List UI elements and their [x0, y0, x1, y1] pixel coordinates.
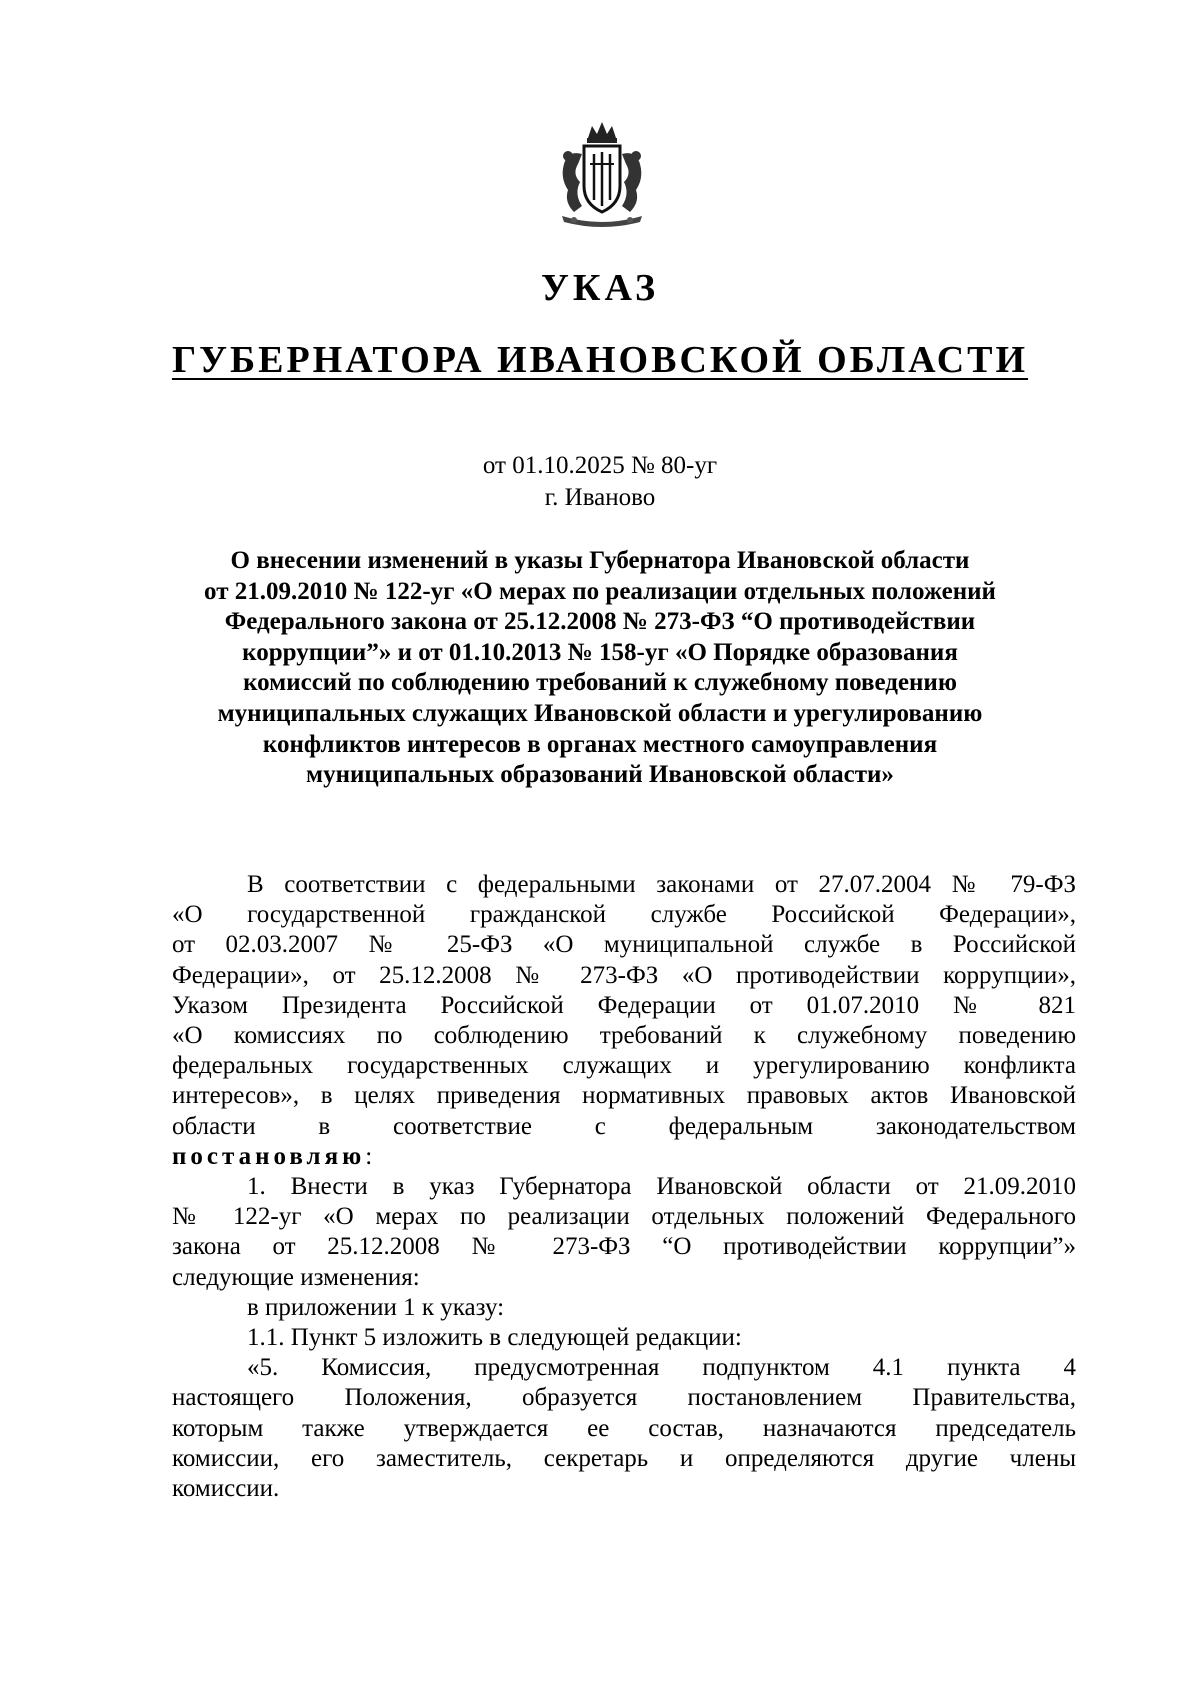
preamble-line: интересов», в целях приведения нормативных правовых актов Ивановской	[172, 1082, 1076, 1110]
document-subject	[170, 546, 1030, 791]
subject-line: от 21.09.2010 № 122-уг «О мерах по реализации отдельных положений	[204, 577, 996, 605]
item-1-line: № 122-уг «О мерах по реализации отдельных положений Федерального	[172, 1203, 1076, 1231]
item-5-line: «5. Комиссия, предусмотренная подпунктом 4.1 пункта 4	[247, 1354, 1076, 1382]
item-5-line: которым также утверждается ее состав, назначаются председатель	[172, 1414, 1076, 1442]
preamble-line: «О комиссиях по соблюдению требований к служебному поведению	[172, 1022, 1076, 1050]
date-number: от 01.10.2025 № 80-уг	[482, 452, 718, 479]
decree-colon: :	[365, 1142, 373, 1170]
preamble-line: В соответствии с федеральными законами от 27.07.2004 № 79-ФЗ	[247, 871, 1076, 898]
item-5-line: комиссии.	[172, 1475, 280, 1503]
preamble-line: от 02.03.2007 № 25-ФЗ «О муниципальной службе в Российской	[172, 931, 1076, 959]
item-1-1-line: 1.1. Пункт 5 изложить в следующей редакции:	[247, 1324, 742, 1352]
item-1-line: следующие изменения:	[172, 1263, 420, 1291]
preamble-line: области в соответствие с федеральным законодательством	[172, 1112, 1076, 1140]
subject-line: коррупции”» и от 01.10.2013 № 158-уг «О Порядке образования	[242, 638, 958, 666]
subject-line: муниципальных образований Ивановской области»	[306, 761, 894, 789]
item-1-line: закона от 25.12.2008 № 273-ФЗ “О противодействии коррупции”»	[172, 1233, 1076, 1261]
coat-of-arms-icon	[554, 120, 650, 230]
city: г. Иваново	[544, 484, 656, 511]
decree-word: постановляю	[172, 1142, 366, 1170]
document-heading: УКАЗ	[541, 267, 659, 309]
preamble	[172, 870, 1076, 1172]
issuing-authority: ГУБЕРНАТОРА ИВАНОВСКОЙ ОБЛАСТИ	[171, 339, 1029, 381]
subject-line: муниципальных служащих Ивановской области и урегулированию	[217, 699, 983, 727]
subject-line: конфликтов интересов в органах местного самоуправления	[262, 730, 938, 758]
item-5-line: настоящего Положения, образуется постановлением Правительства,	[172, 1384, 1076, 1412]
subject-line: Федерального закона от 25.12.2008 № 273-ФЗ “О противодействии	[224, 608, 976, 636]
item-1	[172, 1172, 1076, 1293]
decree-phrase	[172, 1142, 1076, 1172]
appendix-line: в приложении 1 к указу:	[247, 1293, 505, 1321]
preamble-line: Федерации», от 25.12.2008 № 273-ФЗ «О противодействии коррупции»,	[172, 961, 1076, 989]
subject-line: О внесении изменений в указы Губернатора Ивановской области	[230, 547, 970, 574]
subject-line: комиссий по соблюдению требований к служебному поведению	[243, 669, 957, 697]
preamble-line: Указом Президента Российской Федерации от 01.07.2010 № 821	[172, 991, 1076, 1019]
item-5-line: комиссии, его заместитель, секретарь и определяются другие члены	[172, 1444, 1076, 1472]
item-5-text	[172, 1353, 1076, 1504]
preamble-line: федеральных государственных служащих и урегулированию конфликта	[172, 1052, 1076, 1080]
document-body	[172, 870, 1076, 1504]
preamble-line: «О государственной гражданской службе Российской Федерации»,	[172, 901, 1076, 929]
item-1-line: 1. Внести в указ Губернатора Ивановской области от 21.09.2010	[247, 1173, 1076, 1201]
